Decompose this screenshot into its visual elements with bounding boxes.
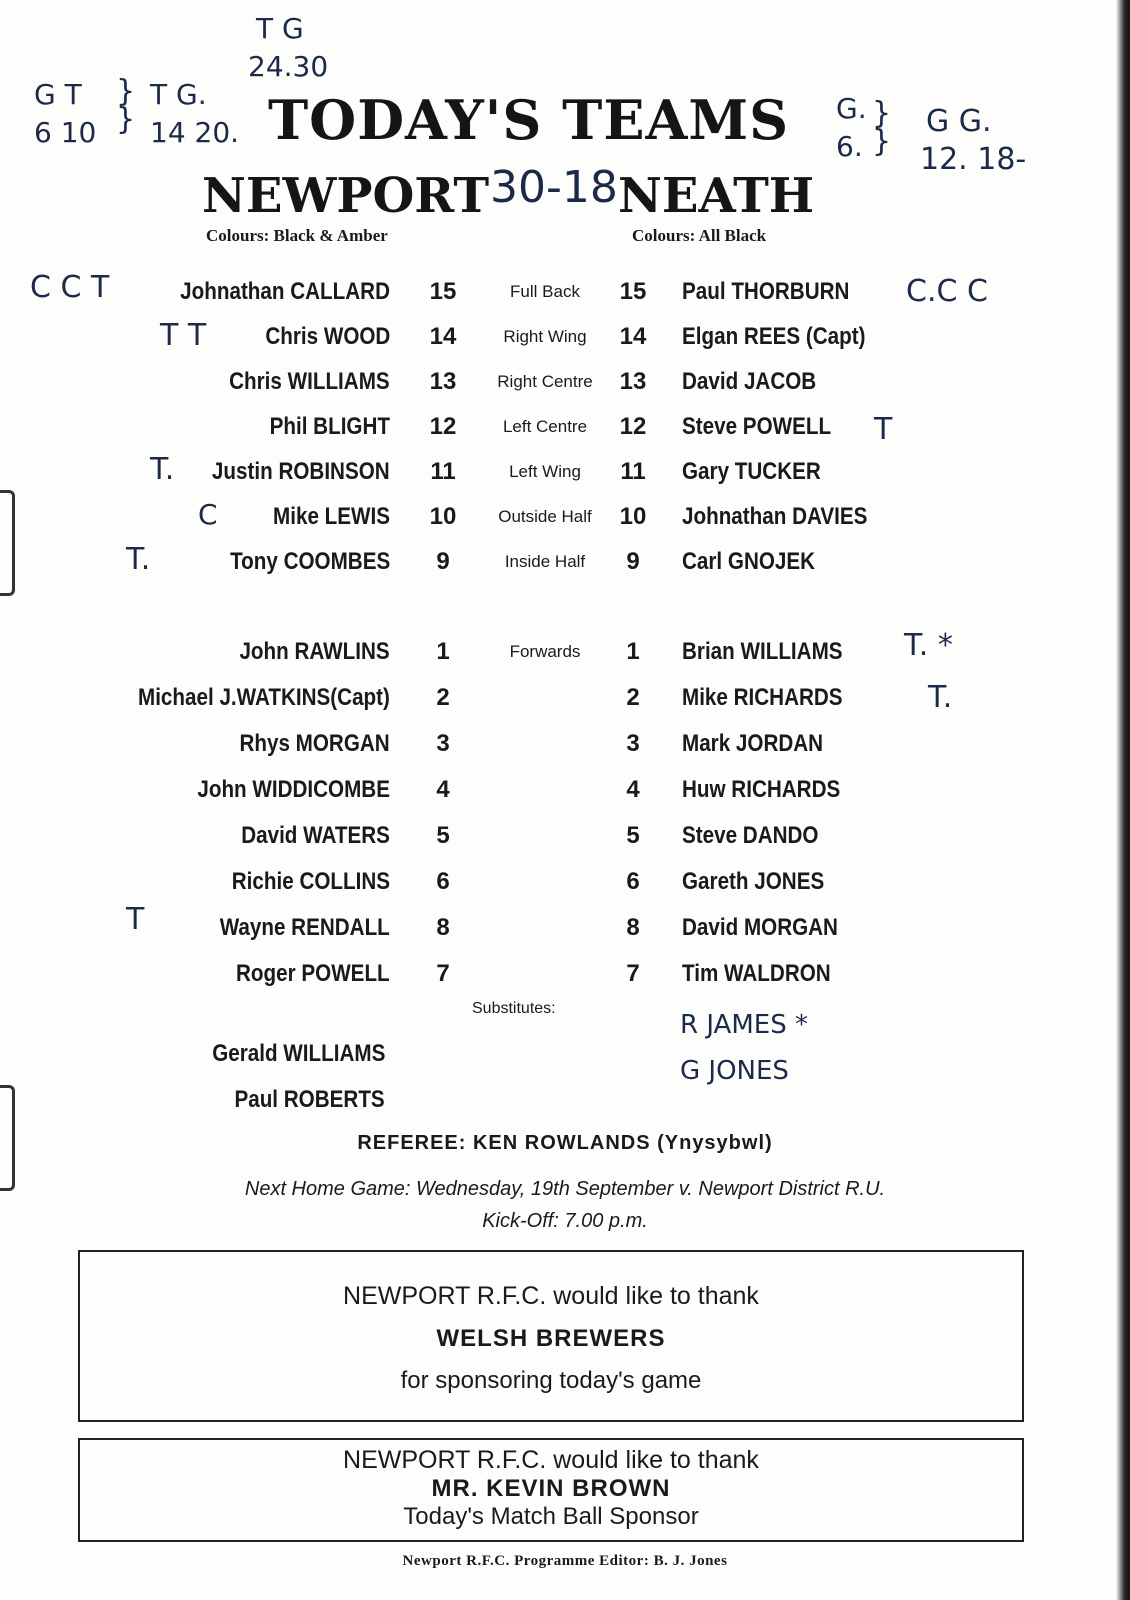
sponsor-line-3: for sponsoring today's game <box>400 1367 702 1394</box>
ball-line-3: Today's Match Ball Sponsor <box>403 1503 699 1530</box>
ball-line-1: NEWPORT R.F.C. would like to thank <box>343 1446 759 1474</box>
away-number: 12 <box>619 413 647 440</box>
away-number: 10 <box>619 503 647 530</box>
away-player: Paul THORBURN <box>682 278 850 305</box>
hand-sub-1: R JAMES * <box>680 1010 808 1040</box>
away-player: Mark JORDAN <box>682 730 824 757</box>
position-label: Inside Half <box>504 552 586 571</box>
home-number: 8 <box>436 914 450 941</box>
hand-left-tally-bottom: 6 10 <box>34 116 97 149</box>
hand-note-richards: T. <box>928 680 953 715</box>
away-number: 8 <box>626 914 640 941</box>
home-player: Tony COOMBES <box>229 548 390 575</box>
home-colours: Colours: Black & Amber <box>206 226 388 245</box>
home-player: John WIDDICOMBE <box>197 776 390 803</box>
next-home-game: Next Home Game: Wednesday, 19th September v. Newport District R.U. <box>244 1178 886 1200</box>
away-number: 15 <box>619 278 647 305</box>
home-player: John RAWLINS <box>239 638 390 665</box>
home-number: 12 <box>429 413 457 440</box>
away-number: 11 <box>620 458 646 485</box>
home-number: 4 <box>436 776 450 803</box>
hand-note-wood: T T <box>160 318 207 353</box>
team-row <box>0 548 1130 588</box>
away-number: 13 <box>619 368 647 395</box>
programme-editor: Newport R.F.C. Programme Editor: B. J. Jones <box>402 1553 728 1569</box>
away-number: 5 <box>626 822 640 849</box>
hand-note-coombes: T. <box>126 542 151 577</box>
away-number: 1 <box>626 638 640 665</box>
home-substitute: Paul ROBERTS <box>234 1086 385 1113</box>
team-row <box>0 413 1130 453</box>
home-player: Michael J.WATKINS(Capt) <box>138 684 390 711</box>
hand-right-tally-bottom: 6. <box>836 130 863 163</box>
position-label: Left Centre <box>502 417 588 436</box>
away-number: 9 <box>626 548 640 575</box>
away-number: 6 <box>626 868 640 895</box>
position-label: Right Wing <box>503 327 587 346</box>
home-number: 15 <box>429 278 457 305</box>
away-team-name: NEATH <box>618 168 815 224</box>
home-player: Mike LEWIS <box>273 503 390 530</box>
home-team-name: NEWPORT <box>202 168 490 224</box>
away-colours: Colours: All Black <box>632 226 767 245</box>
hand-right-tally2-top: G G. <box>926 104 992 139</box>
away-number: 7 <box>626 960 640 987</box>
hand-right-tally-top: G. <box>836 92 867 125</box>
ball-sponsor-name: MR. KEVIN BROWN <box>431 1475 671 1502</box>
team-row <box>0 368 1130 408</box>
hand-note-powell: T <box>874 412 893 447</box>
hand-left-tally2-top: T G. <box>150 78 207 111</box>
away-player: Brian WILLIAMS <box>682 638 843 665</box>
away-player: Johnathan DAVIES <box>682 503 868 530</box>
hand-left-tally2-bottom: 14 20. <box>150 116 240 149</box>
home-player: Rhys MORGAN <box>239 730 390 757</box>
team-row <box>0 822 1130 862</box>
home-player: Chris WILLIAMS <box>229 368 390 395</box>
home-number: 5 <box>436 822 450 849</box>
team-row <box>0 730 1130 770</box>
home-number: 11 <box>430 458 456 485</box>
team-row <box>0 638 1130 678</box>
home-number: 3 <box>436 730 450 757</box>
home-player: Roger POWELL <box>236 960 390 987</box>
hand-note-b-williams: T. * <box>904 628 953 663</box>
away-number: 4 <box>626 776 640 803</box>
hand-bracket-left: } } <box>116 74 136 137</box>
home-player: Justin ROBINSON <box>212 458 390 485</box>
sponsor-name: WELSH BREWERS <box>436 1325 666 1352</box>
hand-note-robinson: T. <box>150 452 175 487</box>
position-label: Full Back <box>510 282 580 301</box>
home-player: David WATERS <box>241 822 390 849</box>
team-row <box>0 684 1130 724</box>
away-player: Gary TUCKER <box>682 458 821 485</box>
sponsor-line-1: NEWPORT R.F.C. would like to thank <box>343 1282 759 1310</box>
hand-bracket-right: } } <box>872 96 892 159</box>
hand-note-thorburn: C.C C <box>906 274 988 309</box>
position-label: Outside Half <box>498 507 592 526</box>
match-ball-box <box>78 1438 1024 1542</box>
hand-note-lewis: C <box>198 498 218 531</box>
away-player: David MORGAN <box>682 914 838 941</box>
home-number: 13 <box>429 368 457 395</box>
hand-score: 30-18 <box>490 162 618 213</box>
away-player: Tim WALDRON <box>682 960 831 987</box>
kick-off: Kick-Off: 7.00 p.m. <box>482 1210 648 1232</box>
hand-top-tally-top: T G <box>256 12 304 45</box>
hand-top-tally-bottom: 24.30 <box>248 50 329 83</box>
position-label: Forwards <box>509 642 581 661</box>
position-label: Left Wing <box>509 462 581 481</box>
home-substitute: Gerald WILLIAMS <box>211 1040 385 1067</box>
away-player: Mike RICHARDS <box>682 684 843 711</box>
team-row <box>0 960 1130 1000</box>
home-player: Chris WOOD <box>265 323 390 350</box>
home-number: 9 <box>436 548 450 575</box>
referee: REFEREE: KEN ROWLANDS (Ynysybwl) <box>357 1132 773 1154</box>
page-title: TODAY'S TEAMS <box>268 88 790 152</box>
away-player: Carl GNOJEK <box>682 548 816 575</box>
home-player: Johnathan CALLARD <box>180 278 390 305</box>
home-number: 10 <box>429 503 457 530</box>
away-player: Elgan REES (Capt) <box>682 323 866 350</box>
home-player: Phil BLIGHT <box>269 413 390 440</box>
hand-sub-2: G JONES <box>680 1056 789 1086</box>
home-number: 1 <box>436 638 450 665</box>
away-player: David JACOB <box>682 368 817 395</box>
team-row <box>0 776 1130 816</box>
hand-left-tally-top: G T <box>34 78 82 111</box>
away-number: 2 <box>626 684 640 711</box>
home-number: 6 <box>436 868 450 895</box>
home-number: 2 <box>436 684 450 711</box>
team-row <box>0 914 1130 954</box>
away-player: Steve POWELL <box>682 413 832 440</box>
away-player: Gareth JONES <box>682 868 825 895</box>
hand-note-rendall: T <box>126 902 145 937</box>
home-number: 14 <box>429 323 457 350</box>
away-player: Huw RICHARDS <box>682 776 841 803</box>
home-number: 7 <box>436 960 450 987</box>
away-player: Steve DANDO <box>682 822 819 849</box>
away-number: 14 <box>619 323 647 350</box>
position-label: Right Centre <box>497 372 593 391</box>
hand-note-callard: C C T <box>30 270 110 305</box>
hand-right-tally2-bottom: 12. 18- <box>920 142 1027 177</box>
home-player: Wayne RENDALL <box>219 914 390 941</box>
team-row <box>0 868 1130 908</box>
sponsor-box <box>78 1250 1024 1422</box>
away-number: 3 <box>626 730 640 757</box>
substitutes-label: Substitutes: <box>472 1000 556 1017</box>
home-player: Richie COLLINS <box>231 868 390 895</box>
team-row <box>0 503 1130 543</box>
